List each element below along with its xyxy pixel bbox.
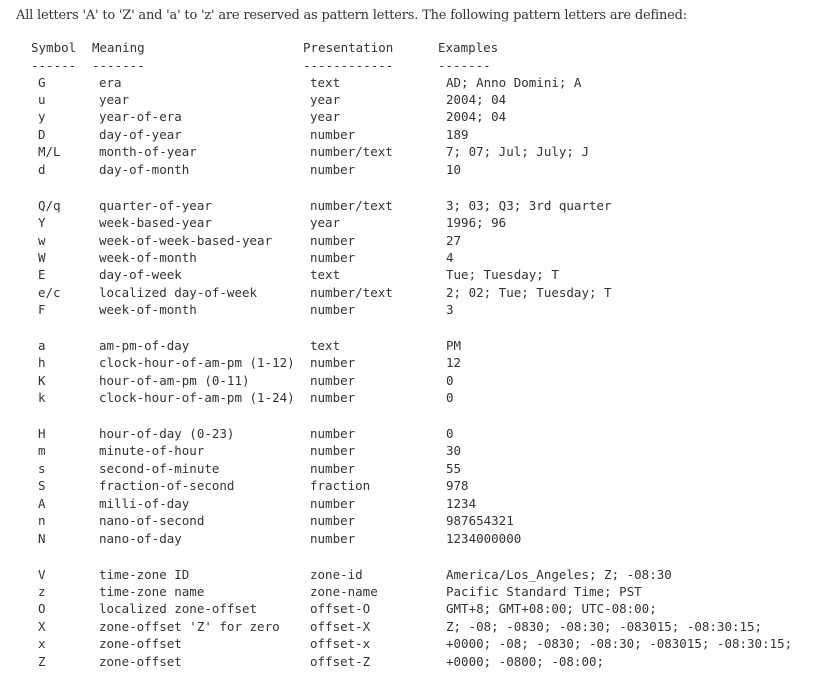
row-examples: 2; 02; Tue; Tuesday; T	[446, 285, 612, 300]
row-presentation: year	[310, 92, 341, 107]
row-presentation: number	[310, 355, 356, 370]
row-symbol: O	[38, 601, 46, 616]
row-presentation: offset-X	[310, 619, 371, 634]
row-meaning: second-of-minute	[99, 461, 220, 476]
row-presentation: number	[310, 233, 356, 248]
row-meaning: day-of-month	[99, 162, 190, 177]
row-meaning: nano-of-second	[99, 513, 205, 528]
row-symbol: x	[38, 636, 46, 651]
row-presentation: number/text	[310, 198, 393, 213]
row-symbol: h	[38, 355, 46, 370]
row-meaning: day-of-week	[99, 267, 182, 282]
row-symbol: H	[38, 426, 46, 441]
row-meaning: week-of-month	[99, 302, 197, 317]
header-examples: Examples	[438, 40, 499, 55]
row-symbol: u	[38, 92, 46, 107]
row-meaning: minute-of-hour	[99, 443, 205, 458]
row-meaning: clock-hour-of-am-pm (1-24)	[99, 390, 295, 405]
row-symbol: n	[38, 513, 46, 528]
row-meaning: time-zone name	[99, 584, 205, 599]
intro-text: All letters 'A' to 'Z' and 'a' to 'z' are reserved as pattern letters. The following pattern letters are defined:	[16, 8, 687, 23]
row-presentation: number	[310, 426, 356, 441]
row-meaning: milli-of-day	[99, 496, 190, 511]
row-examples: AD; Anno Domini; A	[446, 75, 582, 90]
row-examples: 0	[446, 426, 454, 441]
row-symbol: K	[38, 373, 46, 388]
row-presentation: number	[310, 496, 356, 511]
row-symbol: y	[38, 109, 46, 124]
row-examples: 12	[446, 355, 462, 370]
row-presentation: offset-Z	[310, 654, 371, 669]
row-symbol: M/L	[38, 144, 61, 159]
row-presentation: number	[310, 443, 356, 458]
row-presentation: text	[310, 75, 341, 90]
row-examples: +0000; -0800; -08:00;	[446, 654, 605, 669]
header-rule-presentation: ------------	[303, 58, 394, 73]
row-examples: 1996; 96	[446, 215, 507, 230]
row-examples: 3	[446, 302, 454, 317]
row-presentation: zone-name	[310, 584, 378, 599]
row-examples: 3; 03; Q3; 3rd quarter	[446, 198, 612, 213]
row-meaning: am-pm-of-day	[99, 338, 190, 353]
row-examples: 1234	[446, 496, 477, 511]
row-examples: 30	[446, 443, 462, 458]
row-examples: 189	[446, 127, 469, 142]
row-presentation: number	[310, 250, 356, 265]
row-presentation: zone-id	[310, 567, 363, 582]
header-rule-meaning: -------	[92, 58, 145, 73]
row-examples: GMT+8; GMT+08:00; UTC-08:00;	[446, 601, 657, 616]
row-symbol: k	[38, 390, 46, 405]
row-symbol: E	[38, 267, 46, 282]
row-symbol: X	[38, 619, 46, 634]
row-meaning: year	[99, 92, 130, 107]
row-symbol: V	[38, 567, 46, 582]
row-presentation: number	[310, 531, 356, 546]
row-presentation: offset-x	[310, 636, 371, 651]
row-presentation: number	[310, 162, 356, 177]
row-meaning: week-based-year	[99, 215, 212, 230]
row-symbol: d	[38, 162, 46, 177]
row-meaning: localized zone-offset	[99, 601, 258, 616]
row-meaning: clock-hour-of-am-pm (1-12)	[99, 355, 295, 370]
row-meaning: day-of-year	[99, 127, 182, 142]
row-examples: 1234000000	[446, 531, 522, 546]
row-examples: 978	[446, 478, 469, 493]
row-symbol: W	[38, 250, 46, 265]
row-examples: America/Los_Angeles; Z; -08:30	[446, 567, 672, 582]
row-examples: 2004; 04	[446, 109, 507, 124]
row-symbol: S	[38, 478, 46, 493]
row-presentation: number	[310, 373, 356, 388]
row-presentation: number	[310, 127, 356, 142]
row-presentation: number/text	[310, 144, 393, 159]
row-examples: 2004; 04	[446, 92, 507, 107]
row-examples: PM	[446, 338, 462, 353]
header-symbol: Symbol	[31, 40, 77, 55]
row-meaning: nano-of-day	[99, 531, 182, 546]
row-examples: 27	[446, 233, 462, 248]
header-meaning: Meaning	[92, 40, 145, 55]
row-symbol: Q/q	[38, 198, 61, 213]
row-symbol: D	[38, 127, 46, 142]
row-meaning: week-of-month	[99, 250, 197, 265]
row-symbol: G	[38, 75, 46, 90]
row-examples: 10	[446, 162, 462, 177]
row-meaning: month-of-year	[99, 144, 197, 159]
row-examples: Z; -08; -0830; -08:30; -083015; -08:30:15;	[446, 619, 763, 634]
row-symbol: z	[38, 584, 46, 599]
header-rule-examples: -------	[438, 58, 491, 73]
row-examples: 55	[446, 461, 462, 476]
row-symbol: s	[38, 461, 46, 476]
row-meaning: fraction-of-second	[99, 478, 235, 493]
row-meaning: localized day-of-week	[99, 285, 258, 300]
row-presentation: text	[310, 338, 341, 353]
row-presentation: number/text	[310, 285, 393, 300]
row-examples: 0	[446, 390, 454, 405]
row-presentation: offset-O	[310, 601, 371, 616]
row-meaning: zone-offset	[99, 636, 182, 651]
row-examples: +0000; -08; -0830; -08:30; -083015; -08:30:15;	[446, 636, 793, 651]
row-examples: 0	[446, 373, 454, 388]
row-meaning: hour-of-am-pm (0-11)	[99, 373, 250, 388]
row-meaning: time-zone ID	[99, 567, 190, 582]
row-symbol: A	[38, 496, 46, 511]
row-examples: 4	[446, 250, 454, 265]
row-symbol: e/c	[38, 285, 61, 300]
row-symbol: Y	[38, 215, 46, 230]
row-meaning: year-of-era	[99, 109, 182, 124]
row-symbol: a	[38, 338, 46, 353]
row-meaning: hour-of-day (0-23)	[99, 426, 235, 441]
row-symbol: N	[38, 531, 46, 546]
header-presentation: Presentation	[303, 40, 394, 55]
row-meaning: quarter-of-year	[99, 198, 212, 213]
row-presentation: year	[310, 109, 341, 124]
row-symbol: Z	[38, 654, 46, 669]
row-meaning: zone-offset	[99, 654, 182, 669]
row-meaning: week-of-week-based-year	[99, 233, 273, 248]
row-symbol: w	[38, 233, 46, 248]
row-examples: Pacific Standard Time; PST	[446, 584, 642, 599]
row-examples: 7; 07; Jul; July; J	[446, 144, 589, 159]
row-presentation: fraction	[310, 478, 371, 493]
row-examples: 987654321	[446, 513, 514, 528]
row-presentation: number	[310, 390, 356, 405]
row-examples: Tue; Tuesday; T	[446, 267, 559, 282]
row-symbol: F	[38, 302, 46, 317]
row-meaning: era	[99, 75, 122, 90]
row-presentation: number	[310, 461, 356, 476]
row-presentation: year	[310, 215, 341, 230]
row-presentation: text	[310, 267, 341, 282]
header-rule-symbol: ------	[31, 58, 77, 73]
row-presentation: number	[310, 513, 356, 528]
row-symbol: m	[38, 443, 46, 458]
row-meaning: zone-offset 'Z' for zero	[99, 619, 280, 634]
row-presentation: number	[310, 302, 356, 317]
